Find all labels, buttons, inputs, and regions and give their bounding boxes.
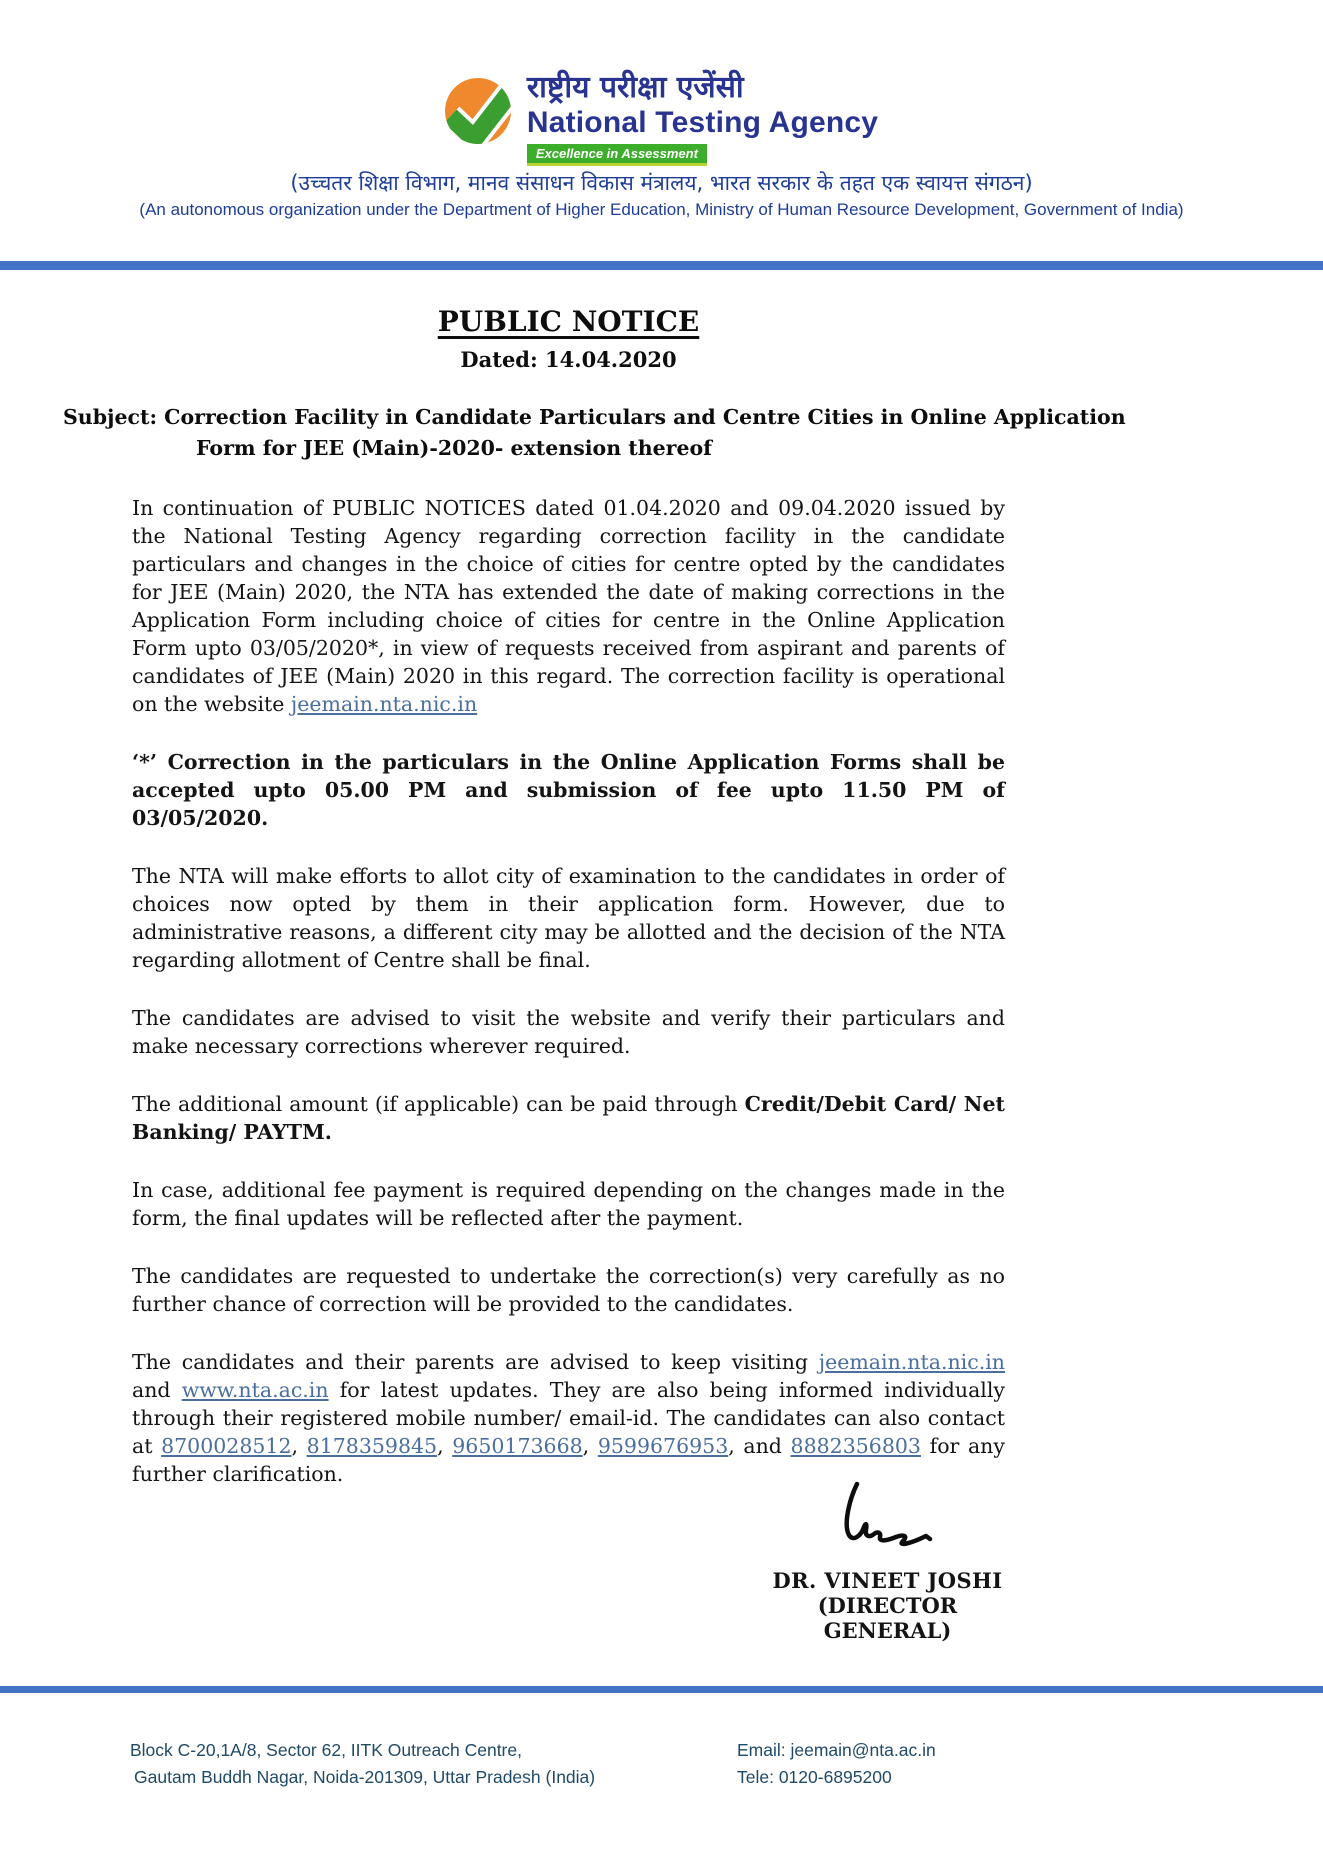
tagline-badge: Excellence in Assessment <box>527 144 707 166</box>
paragraph-6: In case, additional fee payment is required depending on the changes made in the form, the final updates will be reflected after the payment. <box>132 1178 1005 1230</box>
nta-logo <box>0 70 1323 166</box>
paragraph-2-deadline: ‘*’ Correction in the particulars in the Online Application Forms shall be accepted upto 05.00 PM and submission of fee upto 11.50 PM of 03/05/2020. <box>132 750 1005 830</box>
footer-contact <box>737 1737 936 1791</box>
signature-block <box>765 1480 1010 1643</box>
nta-website-link[interactable]: www.nta.ac.in <box>181 1378 329 1402</box>
letterhead <box>0 0 1323 220</box>
signatory-role: (DIRECTOR GENERAL) <box>817 1593 958 1643</box>
footer-address-line2: Gautam Buddh Nagar, Noida-201309, Uttar Pradesh (India) <box>134 1767 596 1787</box>
footer-phone: Tele: 0120-6895200 <box>737 1767 892 1787</box>
paragraph-8: The candidates and their parents are advised to keep visiting jeemain.nta.nic.in and www.nta.ac.in for latest updates. They are also being informed individually through their registered mobile number/ email-id. The candidates can also contact at 8700028512, 8178359845, 9650173668, 9599676953, and 8882356803 for any further clarification. <box>132 1350 1005 1486</box>
notice-title-text: PUBLIC NOTICE <box>437 305 700 338</box>
phone-link-5[interactable]: 8882356803 <box>790 1434 921 1458</box>
phone-link-2[interactable]: 8178359845 <box>306 1434 438 1458</box>
paragraph-3: The NTA will make efforts to allot city of examination to the candidates in order of choices now opted by them in their application form. However, due to administrative reasons, a different city may be allotted and the decision of the NTA regarding allotment of Centre shall be final. <box>132 864 1005 972</box>
footer-address-line1: Block C-20,1A/8, Sector 62, IITK Outreach Centre, <box>130 1740 522 1760</box>
paragraph-7: The candidates are requested to undertake the correction(s) very carefully as no further chance of correction will be provided to the candidates. <box>132 1264 1005 1316</box>
signatory-name: DR. VINEET JOSHI <box>772 1568 1003 1593</box>
notice-date: Dated: 14.04.2020 <box>460 347 677 372</box>
paragraph-4: The candidates are advised to visit the website and verify their particulars and make necessary corrections wherever required. <box>132 1006 1005 1058</box>
org-subline-english: (An autonomous organization under the Department of Higher Education, Ministry of Human Resource Development, Government of India) <box>139 200 1184 219</box>
footer-address <box>130 1737 595 1791</box>
header-divider-bar <box>0 261 1323 270</box>
nta-logo-icon <box>445 78 511 144</box>
phone-link-1[interactable]: 8700028512 <box>161 1434 292 1458</box>
signature-icon <box>833 1480 943 1558</box>
phone-link-3[interactable]: 9650173668 <box>452 1434 583 1458</box>
notice-title <box>132 305 1005 338</box>
jeemain-link-2[interactable]: jeemain.nta.nic.in <box>818 1350 1005 1374</box>
org-subline-hindi: (उच्चतर शिक्षा विभाग, मानव संसाधन विकास मंत्रालय, भारत सरकार के तहत एक स्वायत्त संगठन) <box>290 171 1033 195</box>
agency-name-hindi: राष्ट्रीय परीक्षा एजेंसी <box>526 70 744 105</box>
subject-line: Subject: Correction Facility in Candidate Particulars and Centre Cities in Online Application Form for JEE (Main)-2020- extension thereof <box>63 405 1126 460</box>
paragraph-5: The additional amount (if applicable) can be paid through Credit/Debit Card/ Net Banking/ PAYTM. <box>132 1092 1005 1144</box>
agency-name-english: National Testing Agency <box>526 106 879 139</box>
nta-logo-text <box>527 70 878 166</box>
notice-body <box>132 494 1005 1518</box>
footer-divider-bar <box>0 1686 1323 1693</box>
footer-email: Email: jeemain@nta.ac.in <box>737 1740 936 1760</box>
jeemain-link[interactable]: jeemain.nta.nic.in <box>290 692 478 716</box>
phone-link-4[interactable]: 9599676953 <box>597 1434 729 1458</box>
paragraph-1: In continuation of PUBLIC NOTICES dated 01.04.2020 and 09.04.2020 issued by the National Testing Agency regarding correction facility in the candidate particulars and changes in the choice of cities for centre opted by the candidates for JEE (Main) 2020, the NTA has extended the date of making corrections in the Application Form including choice of cities for centre in the Online Application Form upto 03/05/2020*, in view of requests received from aspirant and parents of candidates of JEE (Main) 2020 in this regard. The correction facility is operational on the website jeemain.nta.nic.in <box>132 496 1005 716</box>
payment-methods: Credit/Debit Card/ Net Banking/ PAYTM. <box>132 1092 1005 1144</box>
